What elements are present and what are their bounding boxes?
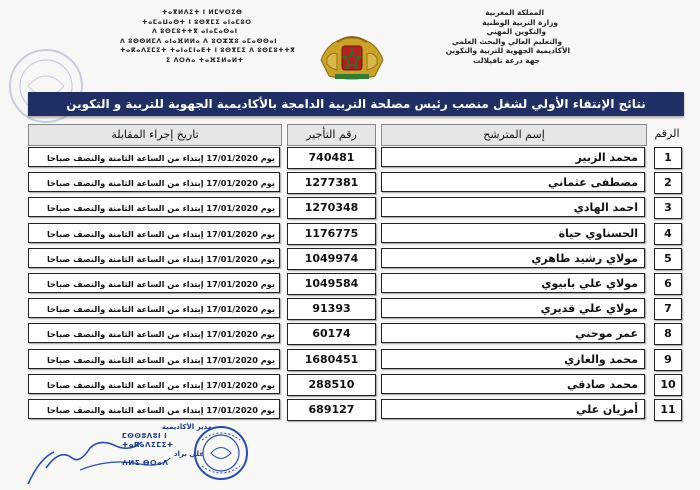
cell-number: 1 bbox=[654, 147, 682, 169]
cell-number: 7 bbox=[654, 298, 682, 320]
cell-interview-date: يوم 17/01/2020 إبتداء من الساعة الثامنة والنصف صباحا bbox=[28, 172, 280, 192]
cell-registration: 1049584 bbox=[287, 273, 376, 295]
header-right-line: والتعليم العالي والبحث العلمي bbox=[451, 36, 562, 46]
cell-number: 10 bbox=[654, 374, 682, 396]
header-registration: رقم التأجير bbox=[287, 124, 376, 146]
cell-name: عمر موحني bbox=[381, 323, 645, 343]
cell-name: محمد والغازي bbox=[381, 349, 645, 369]
signature-line: ⵎⵙⵙⵓⴷⵓⵏ ⵏ ⵜⴰⴽⴰⴷⵉⵎⵉⵜ bbox=[122, 432, 174, 449]
table-row bbox=[0, 298, 700, 320]
cell-name: مولاي علي بابيوي bbox=[381, 273, 645, 293]
cell-registration: 740481 bbox=[287, 147, 376, 169]
cell-name: أمزيان علي bbox=[381, 399, 645, 419]
signature-line: مدير الأكاديمية bbox=[161, 423, 212, 431]
header-right-line: وزارة التربية الوطنية bbox=[482, 17, 558, 27]
cell-interview-date: يوم 17/01/2020 إبتداء من الساعة الثامنة والنصف صباحا bbox=[28, 298, 280, 318]
cell-interview-date: يوم 17/01/2020 إبتداء من الساعة الثامنة والنصف صباحا bbox=[28, 147, 280, 167]
table-row bbox=[0, 147, 700, 169]
cell-registration: 288510 bbox=[287, 374, 376, 396]
table-row bbox=[0, 323, 700, 345]
cell-number: 6 bbox=[654, 273, 682, 295]
cell-name: مصطفى عثماني bbox=[381, 172, 645, 192]
coat-of-arms-icon bbox=[317, 30, 387, 82]
cell-interview-date: يوم 17/01/2020 إبتداء من الساعة الثامنة والنصف صباحا bbox=[28, 248, 280, 268]
header-right-arabic bbox=[395, 8, 570, 66]
table-row bbox=[0, 172, 700, 194]
cell-registration: 1277381 bbox=[287, 172, 376, 194]
cell-registration: 1176775 bbox=[287, 223, 376, 245]
cell-name: محمد صادقي bbox=[381, 374, 645, 394]
cell-number: 3 bbox=[654, 197, 682, 219]
header-right-line: والتكوين المهني bbox=[486, 27, 546, 37]
table-row bbox=[0, 273, 700, 295]
cell-interview-date: يوم 17/01/2020 إبتداء من الساعة الثامنة والنصف صباحا bbox=[28, 197, 280, 217]
cell-number: 9 bbox=[654, 349, 682, 371]
header-right-line: جهة درعة تافيلالت bbox=[472, 55, 540, 65]
academy-stamp-icon bbox=[192, 424, 250, 482]
header-left-line: ⴷ ⵓⵙⵙⵍⵎⴷ ⴰⵏⴰⴼⵍⵍⴰ ⴷ ⵓⵔⵣⵣⵓ ⴰⵎⴰⵙⵙⴰⵏ bbox=[120, 37, 278, 45]
header-name: إسم المترشح bbox=[381, 124, 647, 146]
cell-number: 5 bbox=[654, 248, 682, 270]
cell-registration: 1270348 bbox=[287, 197, 376, 219]
header-right-line: المملكة المغربية bbox=[485, 8, 544, 17]
cell-name: مولاي علي قديري bbox=[381, 298, 645, 318]
cell-interview-date: يوم 17/01/2020 إبتداء من الساعة الثامنة والنصف صباحا bbox=[28, 399, 280, 419]
table-row bbox=[0, 374, 700, 396]
header-left-line: ⵜⴰⴽⴰⴷⵉⵎⵉⵜ ⵜⴰⵏⴰⵎⵏⴰⴹⵜ ⵏ ⵓⵙⴳⵎⵉ ⴷ ⵓⵙⵎⵓⵜⵜⴳ bbox=[120, 47, 296, 55]
cell-number: 11 bbox=[654, 399, 682, 421]
cell-interview-date: يوم 17/01/2020 إبتداء من الساعة الثامنة والنصف صباحا bbox=[28, 273, 280, 293]
cell-name: الحسناوي حياة bbox=[381, 223, 645, 243]
signature-line: علي براد bbox=[173, 450, 204, 458]
page-title: نتائج الإنتقاء الأولي لشغل منصب رئيس مصلحة التربية الدامجة بالأكاديمية الجهوية للتربية و التكوين bbox=[28, 92, 684, 116]
header-number: الرقم bbox=[654, 127, 680, 140]
cell-interview-date: يوم 17/01/2020 إبتداء من الساعة الثامنة والنصف صباحا bbox=[28, 223, 280, 243]
header-left-line: ⴷ ⵓⵙⵎⵓⵜⵜⴳ ⴰⵏⴰⵎⴰⵙⴰⵏ bbox=[152, 28, 238, 36]
cell-name: احمد الهادي bbox=[381, 197, 645, 217]
cell-registration: 1049974 bbox=[287, 248, 376, 270]
cell-name: محمد الزبير bbox=[381, 147, 645, 167]
cell-registration: 60174 bbox=[287, 323, 376, 345]
cell-interview-date: يوم 17/01/2020 إبتداء من الساعة الثامنة والنصف صباحا bbox=[28, 349, 280, 369]
cell-number: 2 bbox=[654, 172, 682, 194]
header-right-line: الأكاديمية الجهوية للتربية والتكوين bbox=[445, 46, 570, 56]
header-left-line: ⵜⴰⵎⴰⵡⴰⵙⵜ ⵏ ⵓⵙⴳⵎⵉ ⴰⵏⴰⵎⵓⵔ bbox=[142, 18, 252, 26]
signature-line: ⵄⵍⵉ ⴱⵔⴰⴷ bbox=[122, 459, 169, 467]
table-row bbox=[0, 197, 700, 219]
table-row bbox=[0, 248, 700, 270]
cell-interview-date: يوم 17/01/2020 إبتداء من الساعة الثامنة والنصف صباحا bbox=[28, 374, 280, 394]
cell-registration: 1680451 bbox=[287, 349, 376, 371]
header-left-tifinagh bbox=[120, 8, 310, 66]
table-row bbox=[0, 349, 700, 371]
header-left-line: ⵜⴰⴳⵍⴷⵉⵜ ⵏ ⵍⵎⵖⵔⵉⴱ bbox=[162, 9, 243, 16]
header-interview-date: تاريخ إجراء المقابلة bbox=[28, 124, 282, 146]
cell-name: مولاي رشيد طاهري bbox=[381, 248, 645, 268]
header-left-line: ⵉ ⴷⵔⵄⴰ ⵜⴰⴼⵉⵍⴰⵍⵜ bbox=[166, 56, 244, 64]
cell-number: 4 bbox=[654, 223, 682, 245]
cell-number: 8 bbox=[654, 323, 682, 345]
cell-registration: 689127 bbox=[287, 399, 376, 421]
cell-registration: 91393 bbox=[287, 298, 376, 320]
table-row bbox=[0, 223, 700, 245]
cell-interview-date: يوم 17/01/2020 إبتداء من الساعة الثامنة والنصف صباحا bbox=[28, 323, 280, 343]
